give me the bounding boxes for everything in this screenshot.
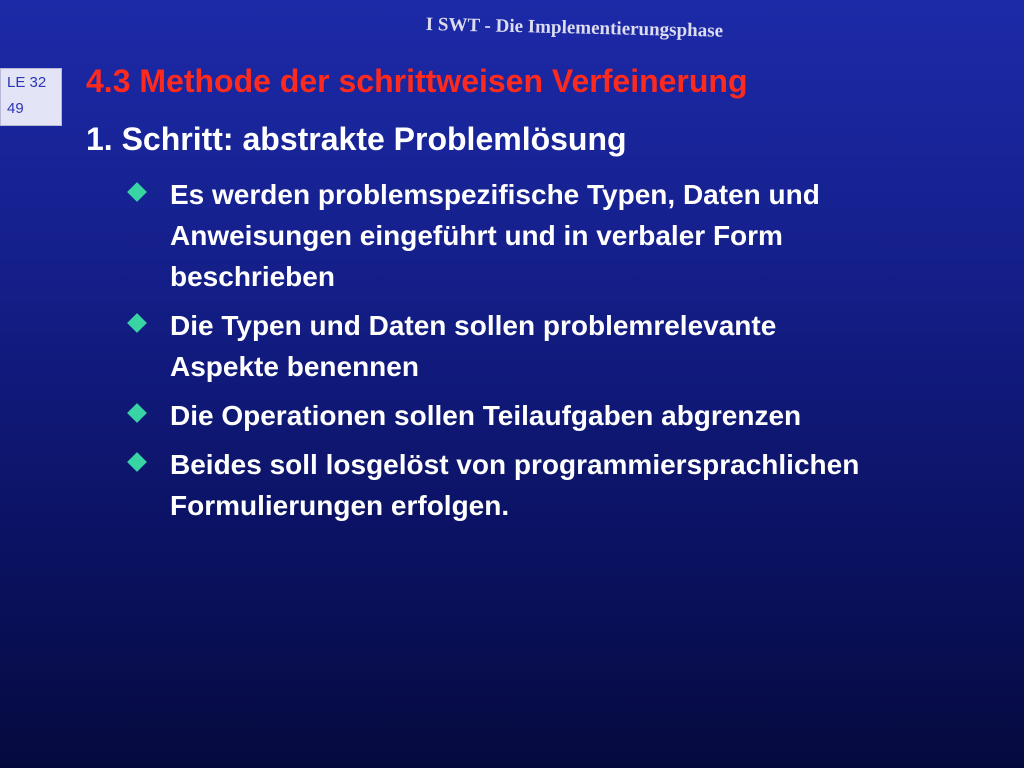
bullet-line: Anweisungen eingeführt und in verbaler Form	[170, 220, 783, 251]
page-marker-label: LE 32	[7, 74, 47, 91]
bullet-line: Die Typen und Daten sollen problemrelevante	[170, 310, 777, 341]
diamond-bullet-icon	[127, 313, 147, 333]
header-title: I SWT - Die Implementierungsphase	[425, 14, 724, 42]
section-heading: 4.3 Methode der schrittweisen Verfeinerung	[86, 63, 748, 99]
step-heading: 1. Schritt: abstrakte Problemlösung	[86, 121, 627, 157]
page-number: 49	[7, 100, 24, 117]
bullet-line: Es werden problemspezifische Typen, Daten und	[170, 179, 820, 210]
diamond-bullet-icon	[127, 452, 147, 472]
diamond-bullet-icon	[127, 403, 147, 423]
bullet-item	[124, 174, 1024, 297]
bullet-list	[124, 174, 1024, 534]
bullet-line: Formulierungen erfolgen.	[170, 490, 510, 521]
bullet-line: Die Operationen sollen Teilaufgaben abgrenzen	[170, 400, 802, 431]
page-marker	[0, 68, 62, 126]
bullet-line: beschrieben	[170, 261, 335, 292]
bullet-item	[124, 444, 1024, 526]
bullet-line: Aspekte benennen	[170, 351, 419, 382]
diamond-bullet-icon	[127, 182, 147, 202]
bullet-item	[124, 305, 1024, 387]
bullet-item	[124, 395, 1024, 436]
bullet-line: Beides soll losgelöst von programmiersprachlichen	[170, 449, 860, 480]
